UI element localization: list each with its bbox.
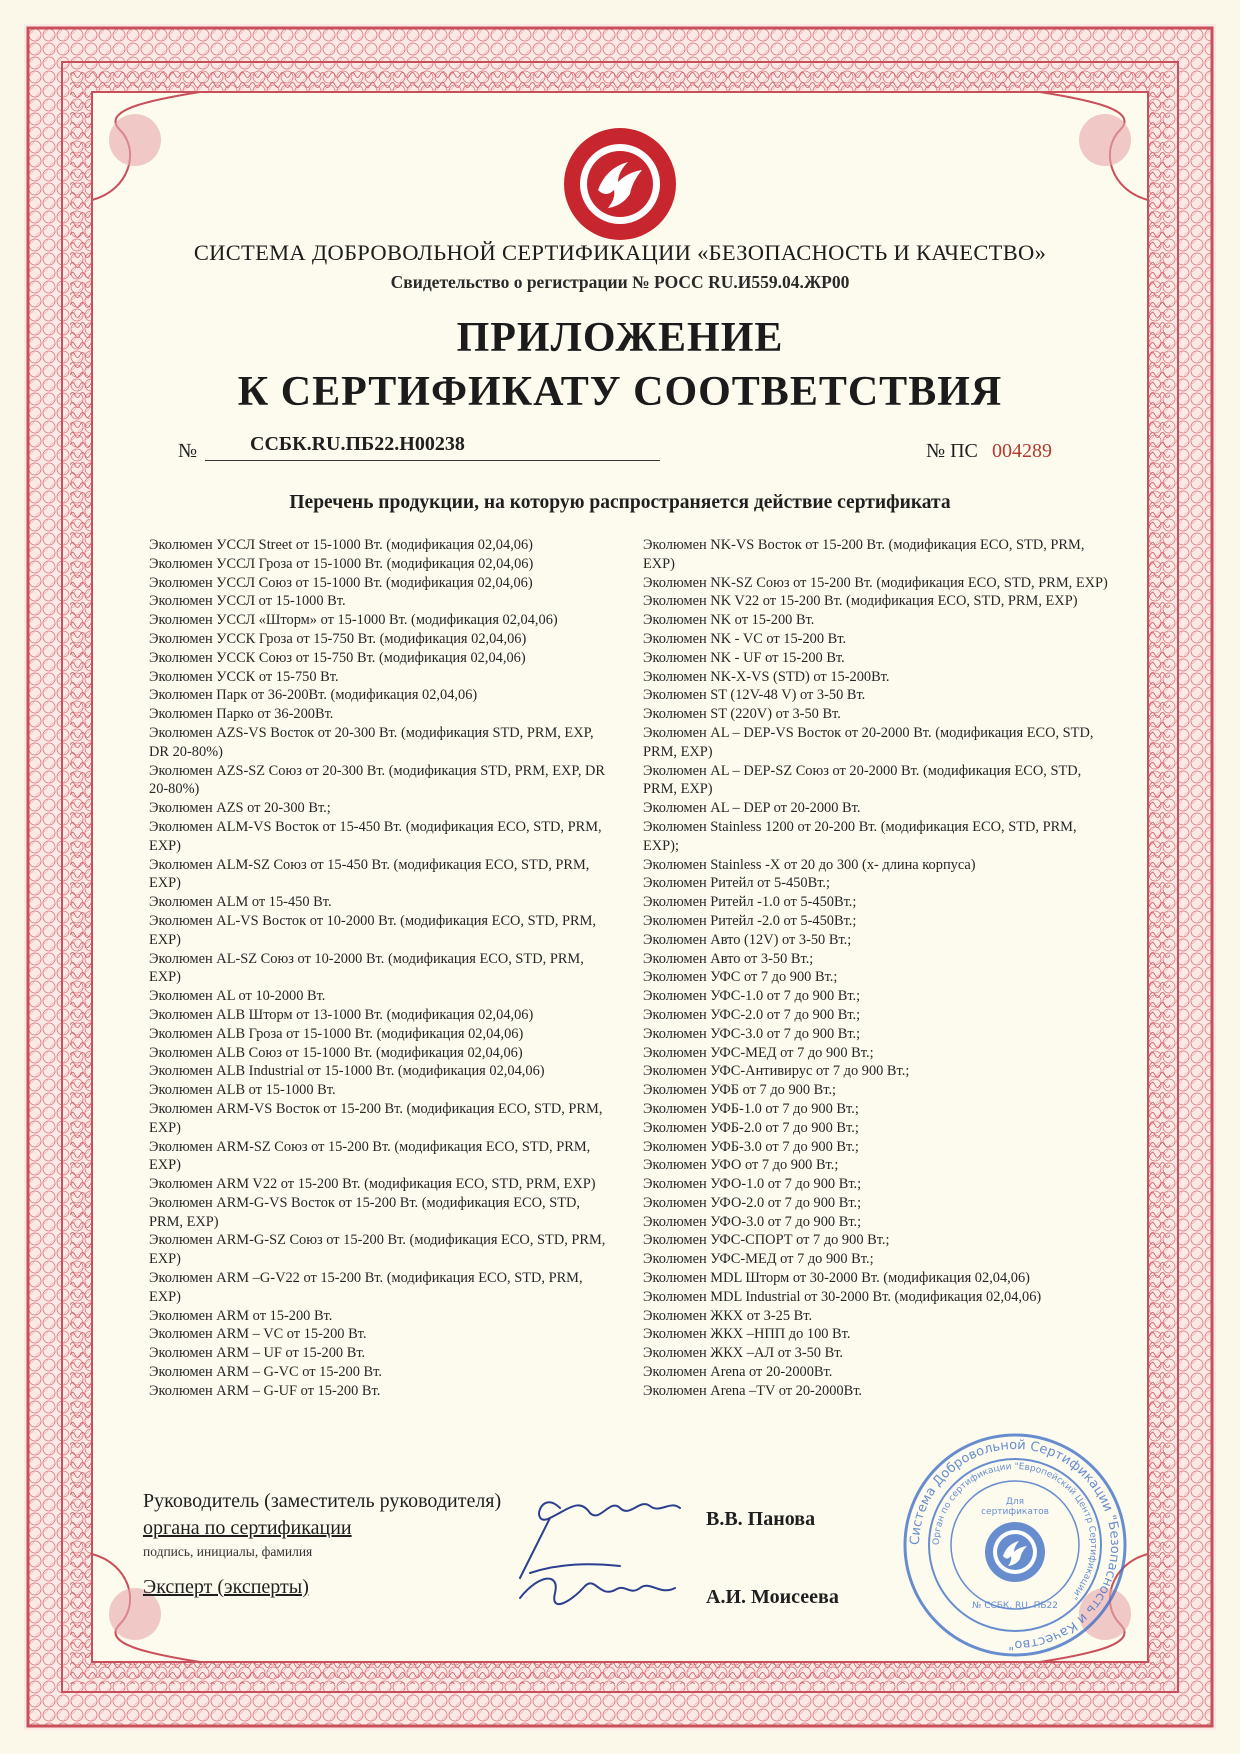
product-right-item: Эколюмен УФС-3.0 от 7 до 900 Вт.; [643, 1025, 861, 1042]
stamp-center-text-1: Для [1005, 1497, 1025, 1507]
product-right-item: Эколюмен УФБ от 7 до 900 Вт.; [643, 1082, 837, 1099]
product-left-item: Эколюмен ARM –G-V22 от 15-200 Вт. (модификация ECO, STD, PRM, EXP) [149, 1270, 583, 1305]
product-right-item: Эколюмен NK от 15-200 Вт. [643, 612, 815, 629]
product-left-item: Эколюмен ARM-G-VS Восток от 15-200 Вт. (модификация ECO, STD, PRM, EXP) [149, 1194, 581, 1230]
product-right-item: Эколюмен УФБ-2.0 от 7 до 900 Вт.; [643, 1119, 859, 1136]
product-left-item: Эколюмен ARM – UF от 15-200 Вт. [149, 1345, 366, 1362]
product-right-item: Эколюмен Ритейл от 5-450Вт.; [643, 875, 831, 892]
product-left-item: Эколюмен УССК от 15-750 Вт. [149, 668, 339, 685]
product-right-item: Эколюмен Ритейл -1.0 от 5-450Вт.; [643, 894, 857, 911]
product-right-item: Эколюмен NK-VS Восток от 15-200 Вт. (модификация ECO, STD, PRM, EXP) [643, 537, 1085, 572]
product-right-item: Эколюмен Stainless -X от 20 до 300 (х- длина корпуса) [643, 856, 976, 873]
product-left-item: Эколюмен Парко от 36-200Вт. [149, 706, 334, 723]
product-right-item: Эколюмен УФС-2.0 от 7 до 900 Вт.; [643, 1006, 861, 1023]
product-right-item: Эколюмен Ритейл -2.0 от 5-450Вт.; [643, 912, 857, 929]
product-right-item: Эколюмен ЖКХ от 3-25 Вт. [643, 1307, 813, 1324]
product-right-item: Эколюмен УФБ-1.0 от 7 до 900 Вт.; [643, 1100, 859, 1117]
signatory-role-line2: органа по сертификации [143, 1517, 352, 1539]
document-title-line2: К СЕРТИФИКАТУ СООТВЕТСТВИЯ [237, 369, 1003, 415]
certification-system-name: СИСТЕМА ДОБРОВОЛЬНОЙ СЕРТИФИКАЦИИ «БЕЗОПАСНОСТЬ И КАЧЕСТВО» [193, 240, 1047, 265]
product-left-item: Эколюмен ALM от 15-450 Вт. [149, 894, 332, 911]
product-right-item: Эколюмен ЖКХ –НПП до 100 Вт. [643, 1326, 851, 1343]
product-left-item: Эколюмен Парк от 36-200Вт. (модификация 02,04,06) [149, 687, 478, 704]
stamp-center-text-2: сертификатов [981, 1507, 1049, 1517]
product-right-item: Эколюмен MDL Шторм от 30-2000 Вт. (модификация 02,04,06) [643, 1270, 1030, 1287]
expert-label: Эксперт (эксперты) [143, 1576, 309, 1598]
certificate-number-label: № [178, 440, 198, 462]
product-right-item: Эколюмен Авто от 3-50 Вт.; [643, 950, 814, 967]
product-left-item: Эколюмен ALB Industrial от 15-1000 Вт. (модификация 02,04,06) [149, 1063, 545, 1080]
product-left-item: Эколюмен УССК Союз от 15-750 Вт. (модификация 02,04,06) [149, 649, 526, 666]
product-left-item: Эколюмен УССЛ Гроза от 15-1000 Вт. (модификация 02,04,06) [149, 555, 534, 572]
official-stamp [900, 1430, 1130, 1660]
product-left-item: Эколюмен AL от 10-2000 Вт. [149, 988, 326, 1005]
product-right-item: Эколюмен УФС-1.0 от 7 до 900 Вт.; [643, 988, 861, 1005]
product-right-item: Эколюмен УФО от 7 до 900 Вт.; [643, 1157, 839, 1174]
product-left-item: Эколюмен AZS-VS Восток от 20-300 Вт. (модификация STD, PRM, EXP, DR 20-80%) [149, 724, 594, 760]
form-number-label: № ПС [926, 440, 978, 462]
product-left-item: Эколюмен ARM V22 от 15-200 Вт. (модификация ECO, STD, PRM, EXP) [149, 1176, 596, 1193]
product-left-item: Эколюмен AL-VS Восток от 10-2000 Вт. (модификация ECO, STD, PRM, EXP) [149, 912, 597, 948]
product-right-item: Эколюмен NK-SZ Союз от 15-200 Вт. (модификация ECO, STD, PRM, EXP) [643, 574, 1108, 591]
product-list-heading: Перечень продукции, на которую распространяется действие сертификата [289, 492, 951, 513]
product-left-item: Эколюмен AZS от 20-300 Вт.; [149, 800, 331, 817]
product-right-item: Эколюмен ST (220V) от 3-50 Вт. [643, 706, 841, 723]
product-left-item: Эколюмен ALB от 15-1000 Вт. [149, 1082, 336, 1099]
product-left-item: Эколюмен ARM-VS Восток от 15-200 Вт. (модификация ECO, STD, PRM, EXP) [149, 1100, 603, 1136]
product-right-item: Эколюмен Arena –TV от 20-2000Вт. [643, 1382, 863, 1399]
product-right-item: Эколюмен УФС от 7 до 900 Вт.; [643, 969, 838, 986]
product-right-item: Эколюмен NK - VC от 15-200 Вт. [643, 630, 847, 647]
signatory-name-1: В.В. Панова [706, 1508, 816, 1530]
product-right-item: Эколюмен AL – DEP-VS Восток от 20-2000 Вт. (модификация ECO, STD, PRM, EXP) [643, 724, 1094, 760]
product-right-item: Эколюмен УФБ-3.0 от 7 до 900 Вт.; [643, 1138, 859, 1155]
product-right-item: Эколюмен Stainless 1200 от 20-200 Вт. (модификация ECO, STD, PRM, EXP); [643, 818, 1077, 854]
signature-hint: подпись, инициалы, фамилия [143, 1544, 313, 1559]
product-left-item: Эколюмен УССЛ Street от 15-1000 Вт. (модификация 02,04,06) [149, 537, 533, 553]
stamp-outer-text: Система Добровольной Сертификации "Безопасность и Качество" [907, 1437, 1123, 1653]
product-left-item: Эколюмен ALB Шторм от 13-1000 Вт. (модификация 02,04,06) [149, 1006, 534, 1023]
product-left-item: Эколюмен ARM – G-UF от 15-200 Вт. [149, 1382, 381, 1399]
product-left-item: Эколюмен ARM от 15-200 Вт. [149, 1307, 333, 1324]
handwritten-signatures [500, 1478, 720, 1628]
product-left-item: Эколюмен УССЛ от 15-1000 Вт. [149, 593, 346, 610]
product-right-item: Эколюмен ST (12V-48 V) от 3-50 Вт. [643, 687, 866, 704]
product-right-item: Эколюмен ЖКХ –АЛ от 3-50 Вт. [643, 1345, 843, 1362]
product-right-item: Эколюмен УФС-Антивирус от 7 до 900 Вт.; [643, 1063, 910, 1080]
certificate-number-field [205, 430, 660, 461]
product-left-item: Эколюмен УССК Гроза от 15-750 Вт. (модификация 02,04,06) [149, 630, 527, 647]
stamp-inner-text: Орган по сертификации "Европейский Центр Сертификации" [931, 1461, 1099, 1602]
product-left-item: Эколюмен ARM-G-SZ Союз от 15-200 Вт. (модификация ECO, STD, PRM, EXP) [149, 1232, 606, 1268]
signatory-name-2: А.И. Моисеева [706, 1586, 839, 1608]
product-left-item: Эколюмен AL-SZ Союз от 10-2000 Вт. (модификация ECO, STD, PRM, EXP) [149, 950, 584, 986]
product-list-right [643, 536, 1111, 1401]
product-left-item: Эколюмен ARM – VC от 15-200 Вт. [149, 1326, 367, 1343]
product-left-item: Эколюмен ALM-SZ Союз от 15-450 Вт. (модификация ECO, STD, PRM, EXP) [149, 856, 590, 892]
registration-line: Свидетельство о регистрации № РОСС RU.И559.04.ЖР00 [390, 272, 850, 292]
product-left-item: Эколюмен УССЛ Союз от 15-1000 Вт. (модификация 02,04,06) [149, 574, 533, 591]
product-right-item: Эколюмен NK-X-VS (STD) от 15-200Вт. [643, 668, 890, 685]
product-left-item: Эколюмен УССЛ «Шторм» от 15-1000 Вт. (модификация 02,04,06) [149, 612, 558, 629]
product-right-item: Эколюмен УФО-2.0 от 7 до 900 Вт.; [643, 1194, 862, 1211]
product-right-item: Эколюмен MDL Industrial от 30-2000 Вт. (модификация 02,04,06) [643, 1288, 1042, 1305]
product-list-left [149, 536, 609, 1401]
product-right-item: Эколюмен УФС-МЕД от 7 до 900 Вт.; [643, 1044, 874, 1061]
product-right-item: Эколюмен УФО-3.0 от 7 до 900 Вт.; [643, 1213, 862, 1230]
product-left-item: Эколюмен ALB Союз от 15-1000 Вт. (модификация 02,04,06) [149, 1044, 523, 1061]
product-right-item: Эколюмен NK - UF от 15-200 Вт. [643, 649, 845, 666]
product-left-item: Эколюмен AZS-SZ Союз от 20-300 Вт. (модификация STD, PRM, EXP, DR 20-80%) [149, 762, 606, 798]
signatory-role-line1: Руководитель (заместитель руководителя) [143, 1490, 502, 1512]
product-right-item: Эколюмен AL – DEP-SZ Союз от 20-2000 Вт. (модификация ECO, STD, PRM, EXP) [643, 762, 1082, 798]
product-left-item: Эколюмен ALM-VS Восток от 15-450 Вт. (модификация ECO, STD, PRM, EXP) [149, 818, 602, 854]
product-left-item: Эколюмен ALB Гроза от 15-1000 Вт. (модификация 02,04,06) [149, 1025, 524, 1042]
document-title-line1: ПРИЛОЖЕНИЕ [456, 315, 784, 361]
product-right-item: Эколюмен УФС-СПОРТ от 7 до 900 Вт.; [643, 1232, 890, 1249]
product-right-item: Эколюмен NK V22 от 15-200 Вт. (модификация ECO, STD, PRM, EXP) [643, 593, 1078, 610]
product-right-item: Эколюмен УФС-МЕД от 7 до 900 Вт.; [643, 1251, 874, 1268]
product-right-item: Эколюмен Arena от 20-2000Вт. [643, 1364, 833, 1381]
product-right-item: Эколюмен Авто (12V) от 3-50 Вт.; [643, 931, 852, 948]
product-right-item: Эколюмен УФО-1.0 от 7 до 900 Вт.; [643, 1176, 862, 1193]
certification-logo [562, 126, 678, 242]
form-number: 004289 [992, 440, 1052, 462]
product-left-item: Эколюмен ARM-SZ Союз от 15-200 Вт. (модификация ECO, STD, PRM, EXP) [149, 1138, 591, 1174]
certificate-number: ССБК.RU.ПБ22.Н00238 [250, 433, 465, 455]
product-left-item: Эколюмен ARM – G-VC от 15-200 Вт. [149, 1364, 382, 1381]
product-right-item: Эколюмен AL – DEP от 20-2000 Вт. [643, 800, 861, 817]
stamp-bottom-text: № ССБК. RU. ПБ22 [971, 1601, 1059, 1611]
